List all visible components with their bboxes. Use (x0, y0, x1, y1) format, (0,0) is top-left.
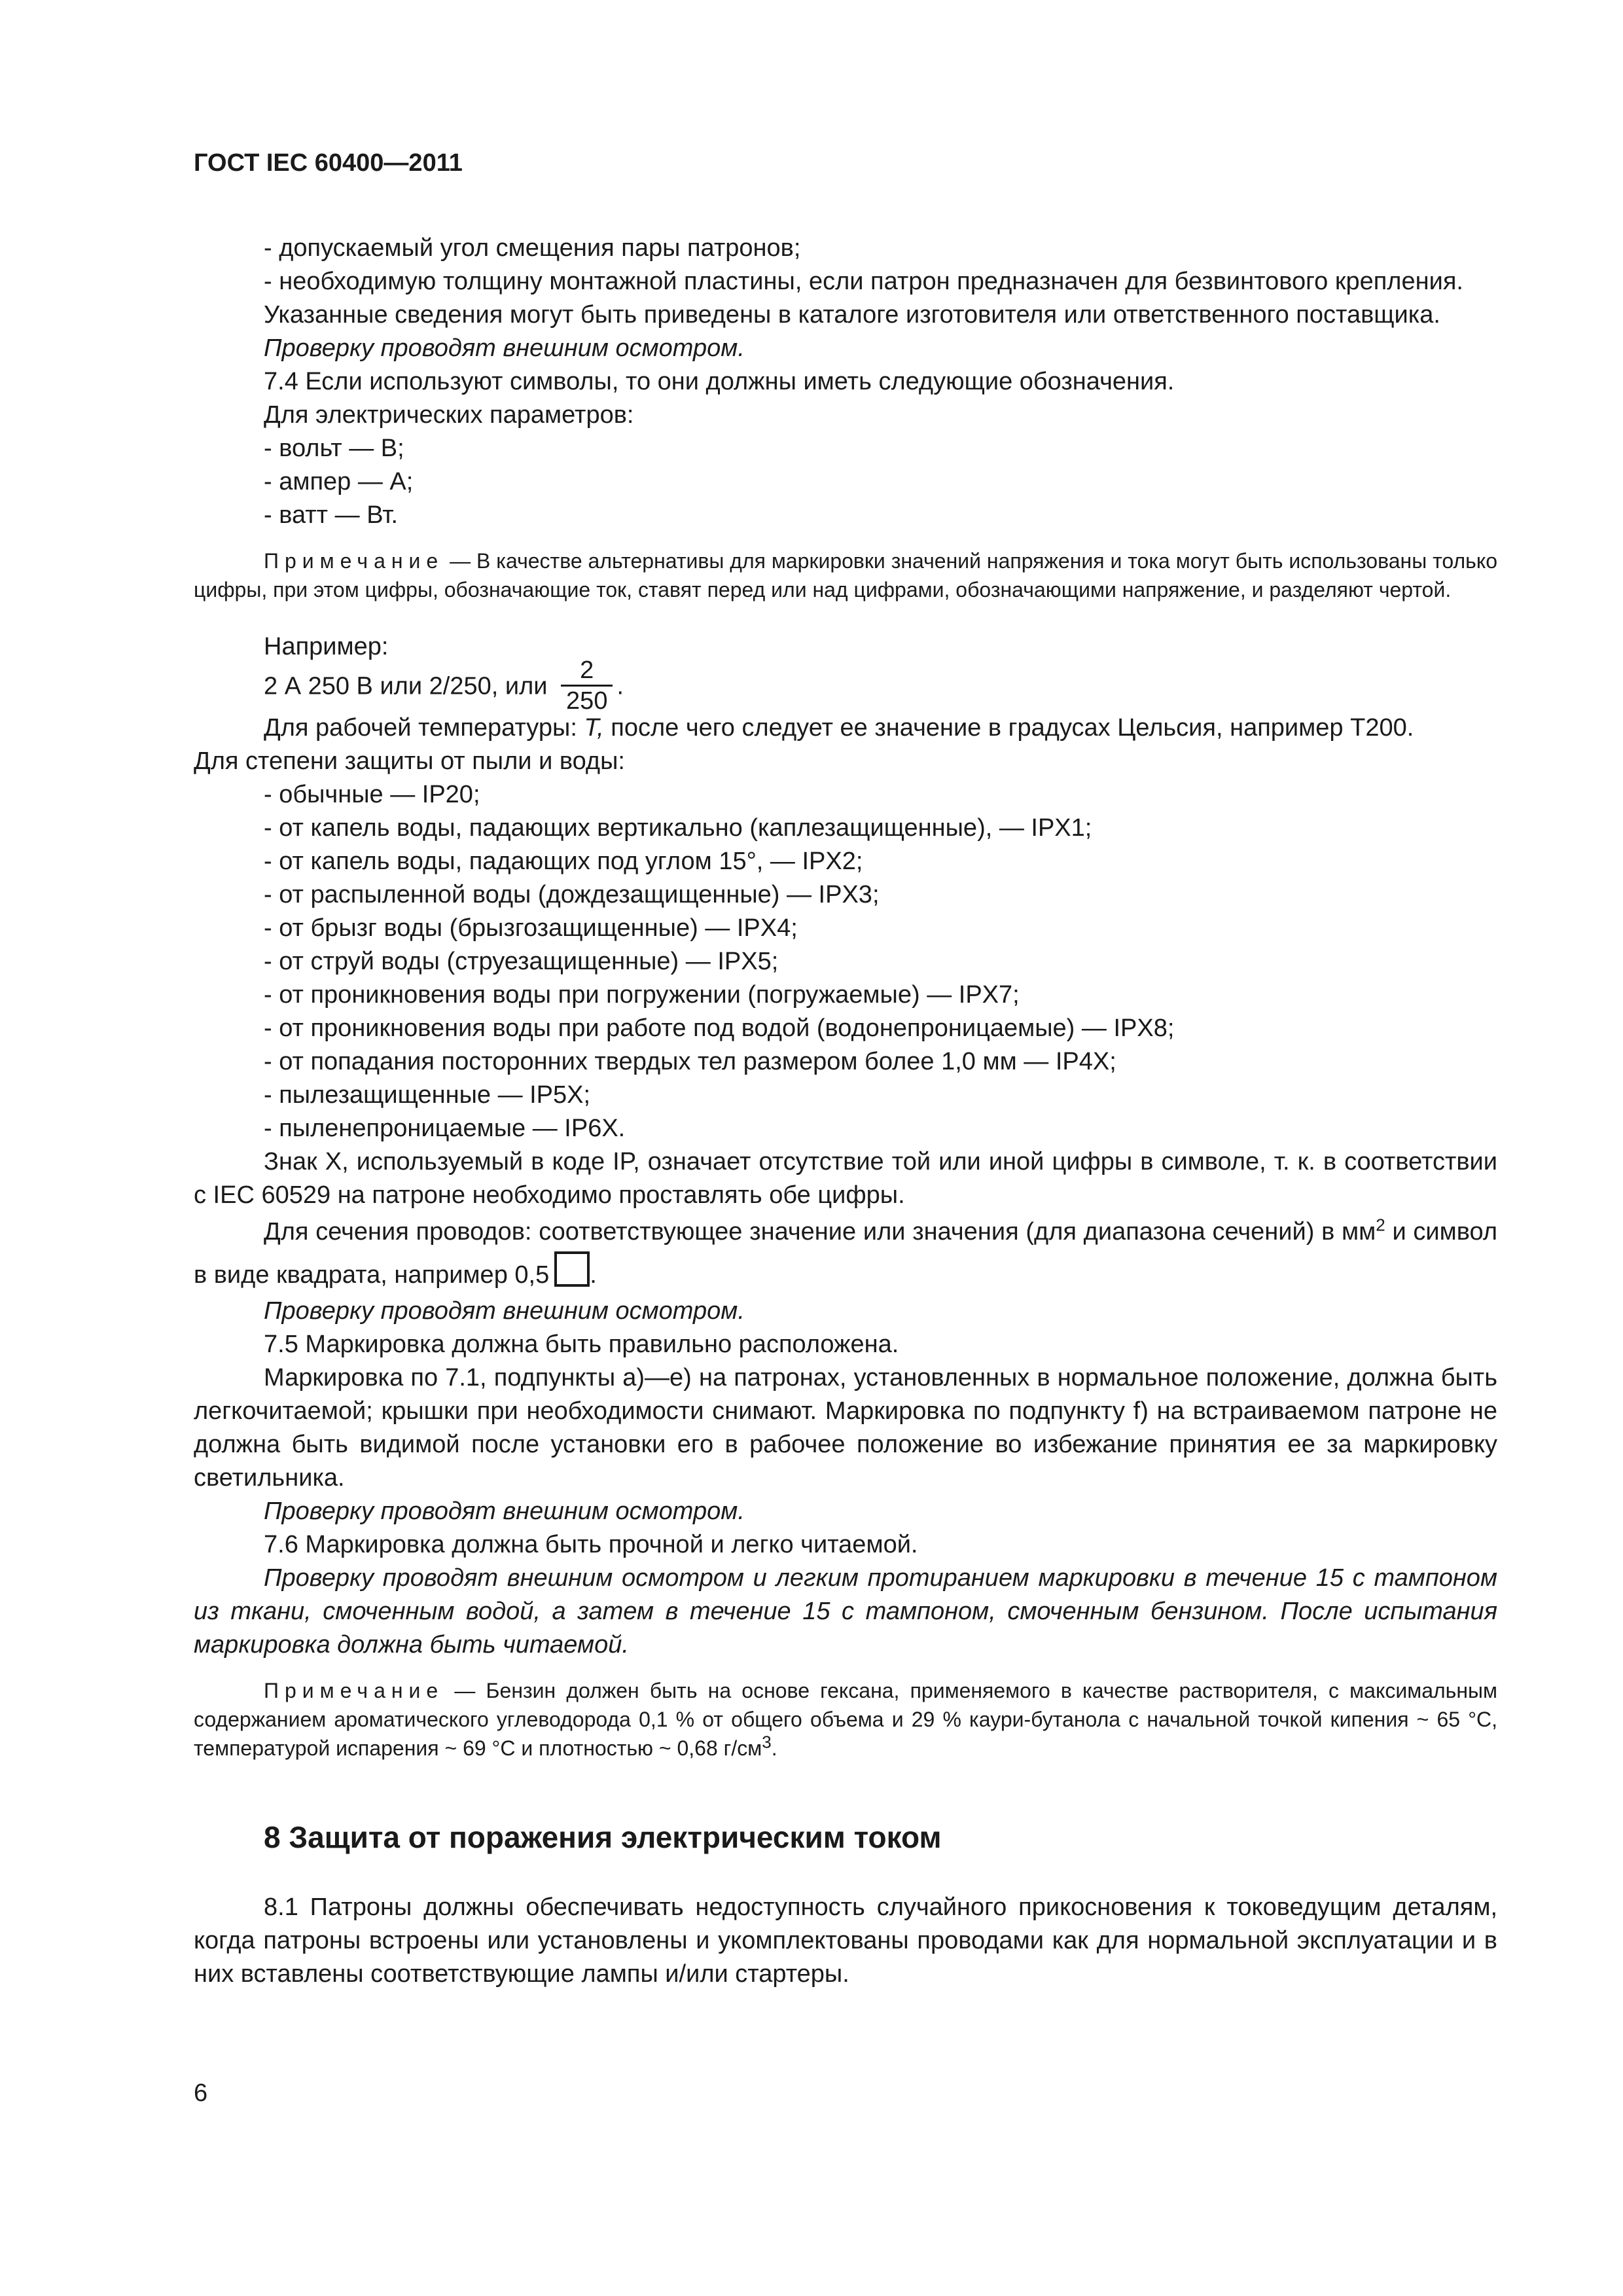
ip-item: - от струй воды (струезащищенные) — IPX5; (264, 948, 779, 975)
fraction (561, 656, 613, 715)
note-7-6 (194, 1676, 1497, 1763)
example-line (194, 656, 1497, 715)
clause-8-1-text: 8.1 Патроны должны обеспечивать недоступность случайного прикосновения к токоведущим деталям, когда патроны встроены или установлены и укомплектованы проводами как для нормальной эксплуатации и в них вставлены соответствующие лампы и/или стартеры. (194, 1893, 1497, 1988)
note-text: — Бензин должен быть на основе гексана, применяемого в качестве растворителя, с максимальным содержанием ароматического углеводорода 0,1 % от общего объема и 29 % каури-бутанола с начальной точкой кипения ~ 65 °С, температурой испарения ~ 69 °С и плотностью ~ 0,68 г/см (194, 1679, 1497, 1760)
electrical-params-label: Для электрических параметров: (264, 401, 634, 429)
note-label: Примечание (264, 549, 444, 573)
protection-label: Для степени защиты от пыли и воды: (194, 747, 625, 775)
page-number: 6 (194, 2079, 208, 2107)
note-label: Примечание (264, 1679, 444, 1702)
fraction-denominator: 250 (566, 687, 608, 715)
catalog-paragraph: Указанные сведения могут быть приведены в каталоге изготовителя или ответственного поставщика. (264, 301, 1440, 329)
temperature-suffix: после чего следует ее значение в градусах Цельсия, например Т200. (603, 714, 1414, 742)
list-item: - допускаемый угол смещения пары патронов; (264, 234, 801, 262)
clause-7-5-text: Маркировка по 7.1, подпункты а)—е) на патронах, установленных в нормальное положение, должна быть легкочитаемой; крышки при необходимости снимают. Маркировка по подпункту f) на встраиваемом патроне не должна быть видимой после установки его в рабочее положение во избежание принятия ее за маркировку светильника. (194, 1364, 1497, 1492)
list-item: - необходимую толщину монтажной пластины, если патрон предназначен для безвинтового крепления. (264, 268, 1463, 295)
example-label: Например: (264, 633, 389, 660)
x-sign-paragraph: Знак X, используемый в коде IP, означает отсутствие той или иной цифры в символе, т. к. в соответствии с IEC 60529 на патроне необходимо проставлять обе цифры. (194, 1148, 1497, 1209)
clause-7-4-intro: 7.4 Если используют символы, то они должны иметь следующие обозначения. (264, 368, 1175, 395)
wire-section-paragraph (194, 1212, 1497, 1295)
ip-item: - пыленепроницаемые — IP6X. (264, 1115, 626, 1142)
check-text: Проверку проводят внешним осмотром. (264, 1498, 745, 1525)
square-symbol-icon (554, 1251, 590, 1287)
ip-item: - от проникновения воды при работе под водой (водонепроницаемые) — IPX8; (264, 1014, 1175, 1042)
temperature-line (194, 711, 1497, 745)
ip-item: - от капель воды, падающих под углом 15°, — IPX2; (264, 848, 863, 875)
example-text: 2 А 250 В или 2/250, или (264, 672, 555, 700)
clause-7-5-intro: 7.5 Маркировка должна быть правильно расположена. (264, 1331, 899, 1358)
example-end: . (616, 672, 624, 700)
note-7-4 (194, 547, 1497, 604)
wire-end: . (590, 1261, 597, 1289)
note-text: — В качестве альтернативы для маркировки значений напряжения и тока могут быть использованы только цифры, при этом цифры, обозначающие ток, ставят перед или над цифрами, обозначающими напряжение, и разделяют чертой. (194, 549, 1497, 601)
fraction-numerator: 2 (561, 656, 613, 687)
check-text: Проверку проводят внешним осмотром и легким протиранием маркировки в течение 15 с тампоном из ткани, смоченным водой, а затем в течение 15 с тампоном, смоченным бензином. После испытания маркировка должна быть читаемой. (194, 1564, 1497, 1659)
document-body (194, 232, 1497, 1991)
superscript: 3 (762, 1732, 772, 1752)
ip-item: - от капель воды, падающих вертикально (каплезащищенные), — IPX1; (264, 814, 1092, 842)
unit-item: - вольт — В; (264, 435, 404, 462)
ip-item: - пылезащищенные — IP5X; (264, 1081, 591, 1109)
wire-text-cont: и символ в виде квадрата, например 0,5 (194, 1218, 1497, 1289)
superscript: 2 (1376, 1215, 1385, 1235)
ip-item: - от брызг воды (брызгозащищенные) — IPX4; (264, 914, 798, 942)
wire-text: Для сечения проводов: соответствующее значение или значения (для диапазона сечений) в мм (264, 1218, 1376, 1246)
unit-item: - ампер — А; (264, 468, 414, 495)
ip-item: - обычные — IP20; (264, 781, 480, 808)
section-8-heading: 8 Защита от поражения электрическим током (264, 1820, 942, 1854)
note-end: . (771, 1736, 777, 1760)
temperature-prefix: Для рабочей температуры: (264, 714, 584, 742)
unit-item: - ватт — Вт. (264, 501, 399, 529)
check-text: Проверку проводят внешним осмотром. (264, 1297, 745, 1325)
document-header: ГОСТ IEC 60400—2011 (194, 149, 463, 177)
ip-item: - от распыленной воды (дождезащищенные) — IPX3; (264, 881, 880, 908)
ip-item: - от проникновения воды при погружении (погружаемые) — IPX7; (264, 981, 1020, 1009)
ip-item: - от попадания посторонних твердых тел размером более 1,0 мм — IP4X; (264, 1048, 1116, 1075)
clause-7-6-intro: 7.6 Маркировка должна быть прочной и легко читаемой. (264, 1531, 918, 1558)
check-text: Проверку проводят внешним осмотром. (264, 334, 745, 362)
temperature-symbol: T, (584, 714, 604, 742)
